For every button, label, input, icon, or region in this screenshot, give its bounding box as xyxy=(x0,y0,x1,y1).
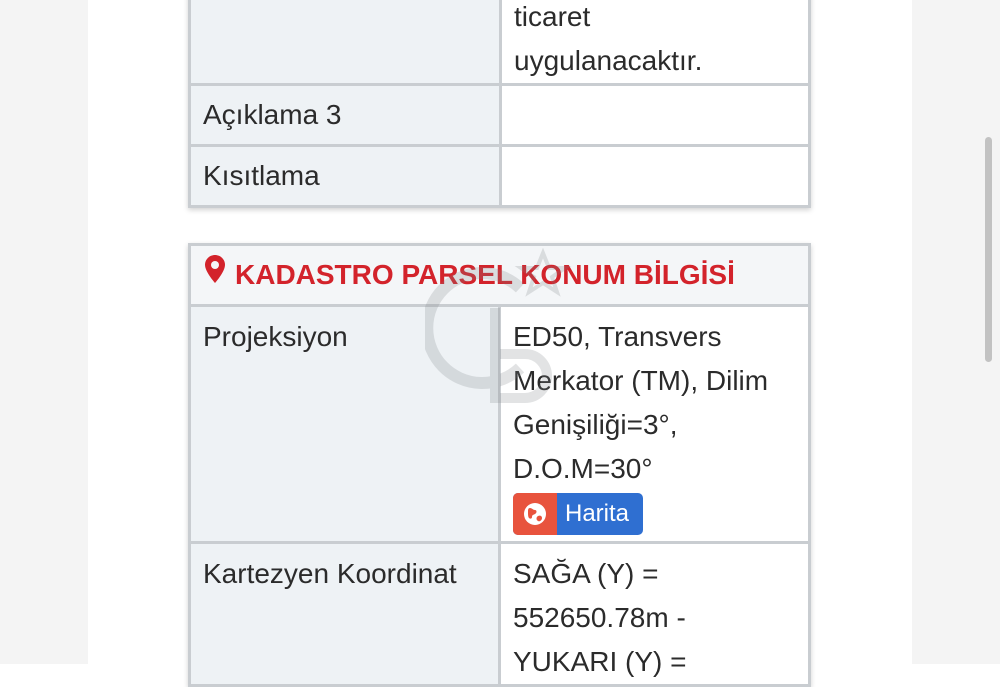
harita-button[interactable] xyxy=(513,493,643,535)
value-line: Merkator (TM), Dilim xyxy=(513,365,769,396)
row-label-kisitlama: Kısıtlama xyxy=(190,146,501,207)
row-label-aciklama-3: Açıklama 3 xyxy=(190,85,501,146)
page-side-margin-left xyxy=(0,0,88,664)
value-line: D.O.M=30° xyxy=(513,453,653,484)
value-line: ED50, Transvers xyxy=(513,321,722,352)
map-pin-icon xyxy=(205,245,225,303)
row-value-kisitlama xyxy=(501,146,810,207)
row-value-aciklama-3 xyxy=(501,85,810,146)
details-table xyxy=(188,0,811,208)
table-row xyxy=(190,0,810,85)
table-row xyxy=(190,146,810,207)
kadastro-title: KADASTRO PARSEL KONUM BİLGİSİ xyxy=(235,259,735,290)
row-label xyxy=(190,0,501,85)
harita-button-label: Harita xyxy=(565,500,630,527)
row-value xyxy=(501,0,810,85)
row-value-kartezyen xyxy=(500,543,810,686)
globe-icon xyxy=(513,493,557,535)
value-line: uygulanacaktır. xyxy=(514,45,703,76)
value-line: YUKARI (Y) = xyxy=(513,646,687,677)
table-row xyxy=(190,543,810,686)
row-label-kartezyen: Kartezyen Koordinat xyxy=(190,543,500,686)
row-label-projeksiyon: Projeksiyon xyxy=(190,306,500,543)
scrollbar-thumb[interactable] xyxy=(985,137,992,362)
value-line: 552650.78m - xyxy=(513,602,686,633)
table-row xyxy=(190,85,810,146)
value-line: SAĞA (Y) = xyxy=(513,558,659,589)
value-line: Genişiliği=3°, xyxy=(513,409,678,440)
value-line: ticaret xyxy=(514,1,591,32)
watermark-logo xyxy=(425,248,575,418)
